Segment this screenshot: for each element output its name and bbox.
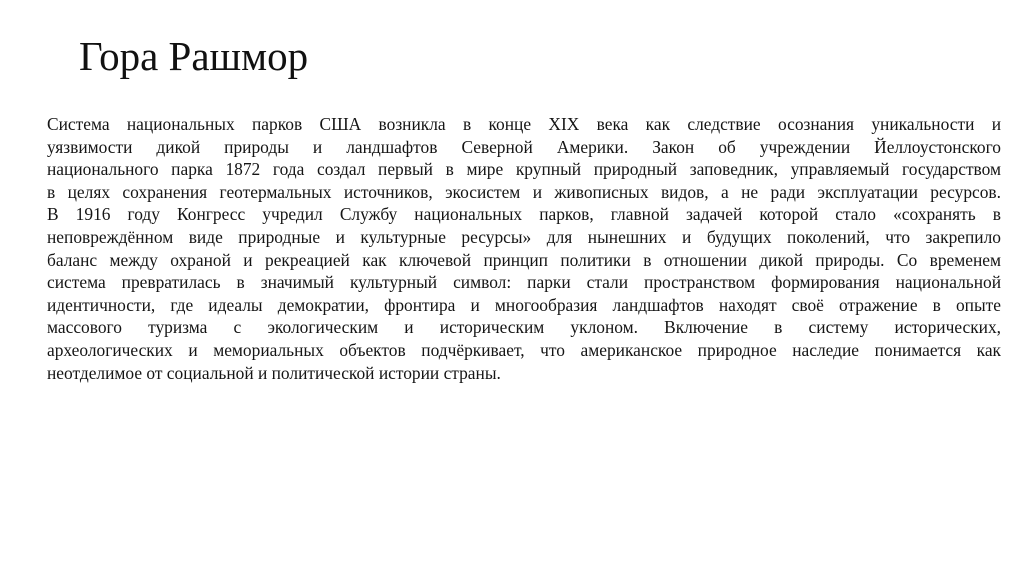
body-line: В 1916 году Конгресс учредил Службу национальных парков, главной задачей которой стало «сохранять в	[47, 204, 1001, 225]
body-line: Система национальных парков США возникла в конце XIX века как следствие осознания уникальности и	[47, 114, 1001, 134]
body-line: баланс между охраной и рекреацией как ключевой принцип политики в отношении дикой природы. Со временем	[47, 249, 1001, 270]
body-line: система превратилась в значимый культурный символ: парки стали пространством формирования национальной	[47, 272, 1001, 293]
body-line: массового туризма с экологическим и историческим уклоном. Включение в систему исторических,	[47, 317, 1001, 338]
body-line-last: неотделимое от социальной и политической истории страны.	[47, 362, 501, 383]
body-line: идентичности, где идеалы демократии, фронтира и многообразия ландшафтов находят своё отражение в опыте	[47, 294, 1001, 315]
slide-title: Гора Рашмор	[79, 33, 309, 79]
body-line: неповреждённом виде природные и культурные ресурсы» для нынешних и будущих поколений, что закрепило	[47, 226, 1001, 247]
body-line: археологических и мемориальных объектов подчёркивает, что американское природное наследие понимается как	[47, 339, 1001, 360]
body-line: уязвимости дикой природы и ландшафтов Северной Америки. Закон об учреждении Йеллоустонского	[47, 136, 1001, 157]
slide-body-text	[47, 113, 1001, 384]
body-line: в целях сохранения геотермальных источников, экосистем и живописных видов, а не ради эксплуатации ресурсов.	[47, 181, 1001, 202]
body-line: национального парка 1872 года создал первый в мире крупный природный заповедник, управляемый государством	[47, 159, 1001, 180]
